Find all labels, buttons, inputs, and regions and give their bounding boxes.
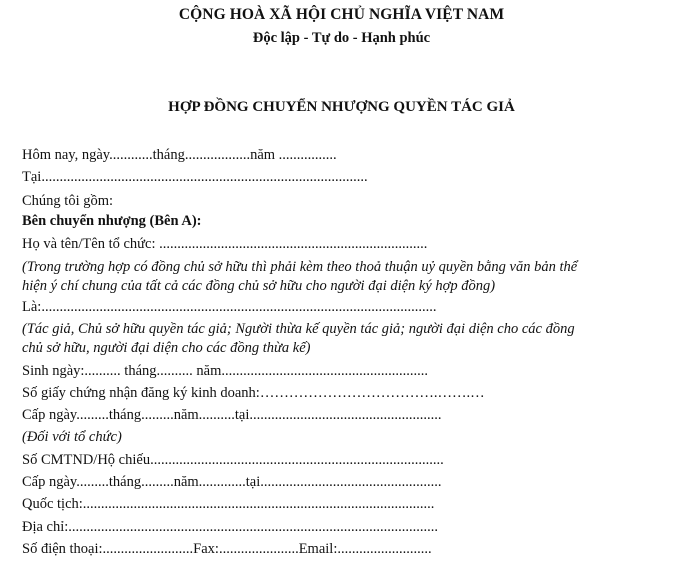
co-owner-note-line-1: (Trong trường hợp có đồng chủ sở hữu thì phải kèm theo thoả thuận uỷ quyền bằng văn bản thể <box>22 259 578 275</box>
document-title: HỢP ĐỒNG CHUYỂN NHƯỢNG QUYỀN TÁC GIẢ <box>168 99 515 115</box>
nationality-line: Quốc tịch:................................................................................................. <box>22 496 435 512</box>
id-passport-line: Số CMTND/Hộ chiếu................................................................................. <box>22 452 444 468</box>
national-header: CỘNG HOÀ XÃ HỘI CHỦ NGHĨA VIỆT NAM <box>178 6 505 23</box>
business-registration-line: Số giấy chứng nhận đăng ký kinh doanh:……………………………….…….… <box>22 385 485 401</box>
organization-note: (Đối với tổ chức) <box>22 429 122 445</box>
location-line: Tại.......................................................................................... <box>22 169 368 185</box>
address-line: Địa chỉ:...................................................................................................... <box>22 519 439 535</box>
party-a-heading: Bên chuyển nhượng (Bên A): <box>22 213 202 229</box>
parties-intro: Chúng tôi gồm: <box>22 193 114 209</box>
birth-date-line: Sinh ngày:.......... tháng.......... năm......................................................... <box>22 363 428 379</box>
role-line: Là:............................................................................................................. <box>22 299 437 315</box>
date-line: Hôm nay, ngày............tháng..................năm ................ <box>22 147 337 163</box>
role-note-line-1: (Tác giả, Chủ sở hữu quyền tác giả; Người thừa kế quyền tác giả; người đại diện cho các đồng <box>22 321 575 337</box>
national-motto: Độc lập - Tự do - Hạnh phúc <box>252 30 431 46</box>
contact-line: Số điện thoại:.........................Fax:......................Email:.......................... <box>22 541 432 557</box>
name-line: Họ và tên/Tên tổ chức: .......................................................................... <box>22 236 428 252</box>
id-issue-date-line: Cấp ngày.........tháng.........năm.............tại.................................................. <box>22 474 442 490</box>
role-note-line-2: chủ sở hữu, người đại diện cho các đồng thừa kế) <box>22 340 311 356</box>
issue-date-line: Cấp ngày.........tháng.........năm..........tại..................................................... <box>22 407 442 423</box>
co-owner-note-line-2: hiện ý chí chung của tất cả các đồng chủ sở hữu cho người đại diện ký hợp đồng) <box>22 278 496 294</box>
